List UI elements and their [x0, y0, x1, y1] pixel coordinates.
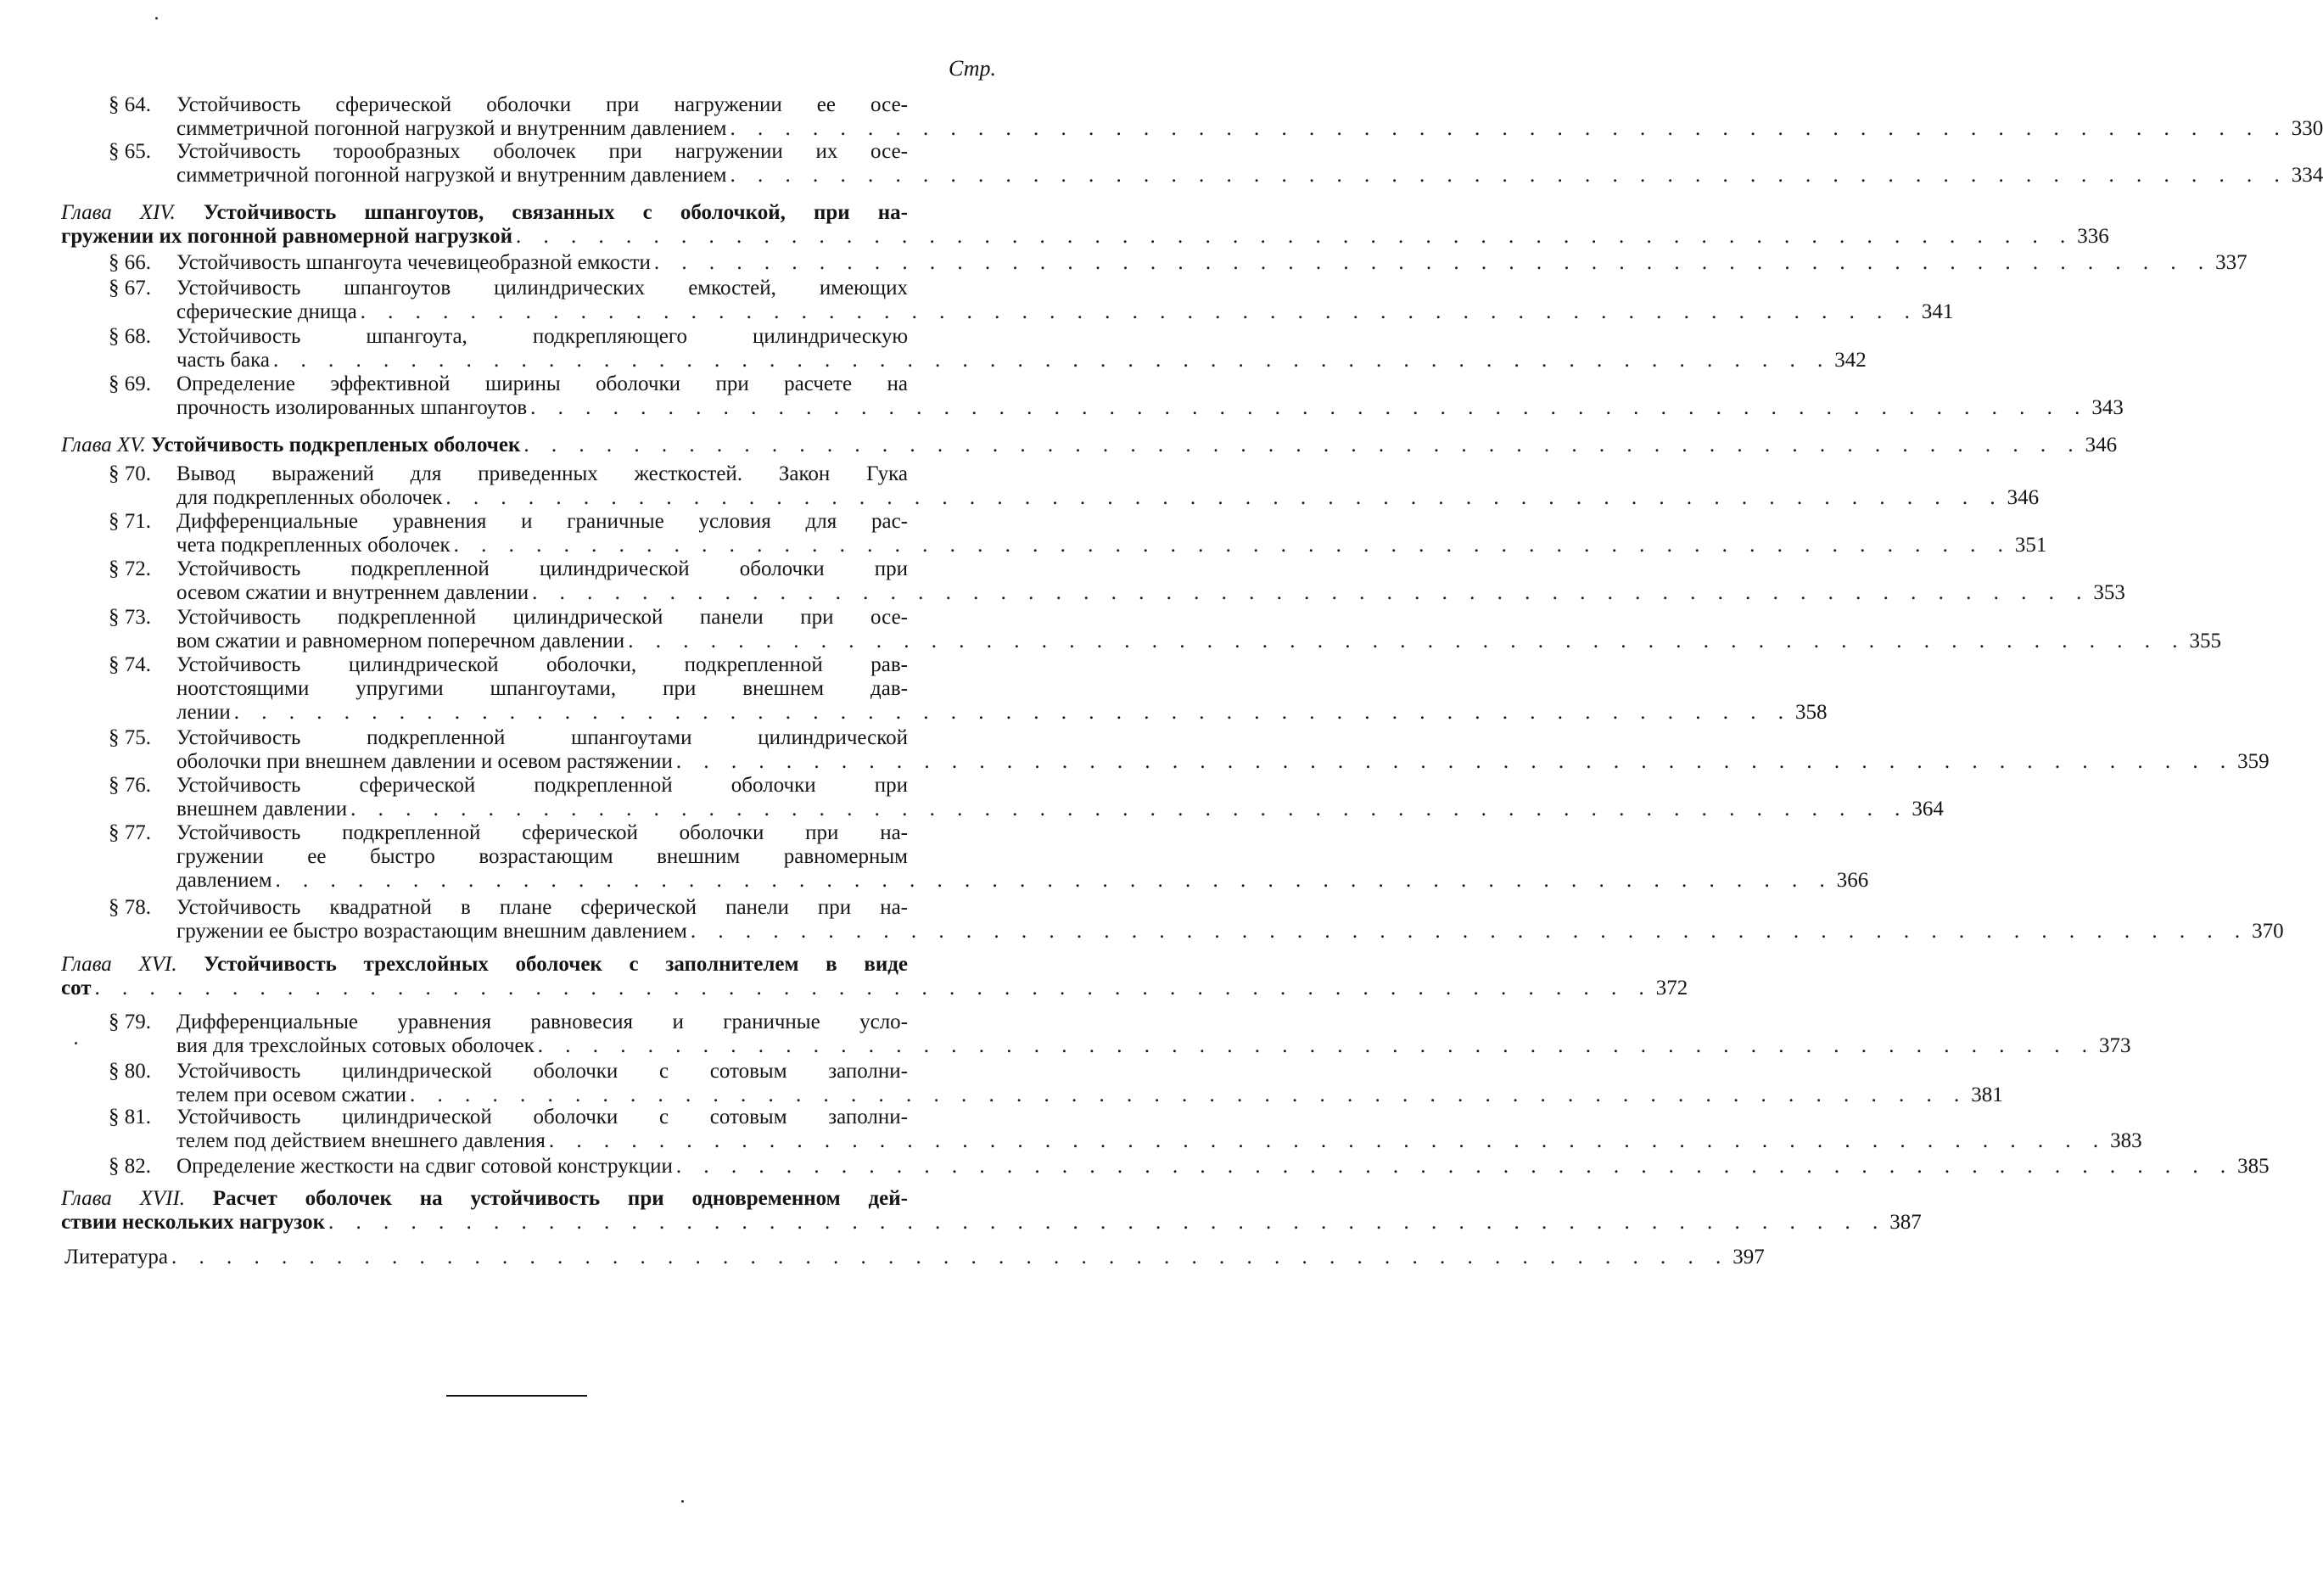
- entry-line: [61, 1187, 908, 1211]
- page-number: 330: [2291, 117, 2323, 140]
- chapter-label: Глава XVII.: [61, 1187, 186, 1210]
- leader-dots: . . . . . . . . . . . . . . . . . . . . . . . . . . . . . . . . . . . . . . . . . . . . . . . . . . . . . . . . .: [548, 1129, 2107, 1152]
- chapter-entry: [61, 953, 1688, 1000]
- entry-title-line: часть бака: [176, 349, 271, 372]
- entry-line: [176, 1060, 908, 1084]
- chapter-label: Глава XVI.: [61, 953, 177, 976]
- entry-title-line: Устойчивость шпангоутов цилиндрических емкостей, имеющих: [176, 277, 908, 300]
- section-number: § 81.: [109, 1106, 151, 1128]
- entry-title-line: Литература: [64, 1246, 168, 1268]
- entry-title-line: симметричной погонной нагрузкой и внутренним давлением: [176, 164, 727, 187]
- section-number: § 80.: [109, 1060, 151, 1083]
- end-rule: [446, 1395, 587, 1397]
- entry-line: [176, 1129, 2142, 1153]
- section-number: § 79.: [109, 1011, 151, 1033]
- entry-line: [176, 557, 908, 581]
- scan-speck: [155, 17, 158, 20]
- chapter-label: Глава XV.: [61, 434, 146, 456]
- entry-title-line: ноотстоящими упругими шпангоутами, при внешнем дав-: [176, 677, 908, 700]
- page-number: 337: [2215, 251, 2247, 274]
- page-number: 397: [1732, 1246, 1765, 1268]
- section-number: § 66.: [109, 251, 151, 274]
- section-number: § 78.: [109, 896, 151, 919]
- entry-line: [176, 486, 2040, 510]
- scan-speck: [75, 1042, 77, 1044]
- section-entry: [109, 251, 2247, 275]
- section-number: § 73.: [109, 606, 151, 629]
- entry-title-line: сферические днища: [176, 300, 357, 323]
- entry-line: [176, 117, 2323, 141]
- section-number: § 82.: [109, 1155, 151, 1178]
- entry-line: [176, 750, 2270, 774]
- page-number: 346: [2007, 486, 2040, 509]
- entry-line: [176, 630, 2221, 653]
- section-entry: [109, 277, 1954, 324]
- section-entry: [109, 372, 2124, 420]
- section-number: § 77.: [109, 821, 151, 844]
- entry-title-line: Устойчивость подкрепленной шпангоутами цилиндрической: [176, 726, 908, 749]
- leader-dots: . . . . . . . . . . . . . . . . . . . . . . . . . . . . . . . . . . . . . . . . . . . . . . . . . . . . . . . . .: [273, 349, 1832, 372]
- leader-dots: . . . . . . . . . . . . . . . . . . . . . . . . . . . . . . . . . . . . . . . . . . . . . . . . . . . . . . . . .: [515, 225, 2074, 248]
- entry-line: [61, 225, 2109, 249]
- entry-title-line: гружении ее быстро возрастающим внешним равномерным: [176, 845, 908, 868]
- page-number: 370: [2252, 920, 2284, 943]
- entry-line: [176, 534, 2047, 557]
- entry-title-line: внешнем давлении: [176, 798, 348, 820]
- entry-title-line: телем под действием внешнего давления: [176, 1129, 546, 1152]
- entry-title-line: телем при осевом сжатии: [176, 1084, 407, 1106]
- section-entry: [109, 325, 1867, 372]
- section-number: § 70.: [109, 462, 151, 485]
- entry-line: [176, 701, 1828, 725]
- entry-title-line: для подкрепленных оболочек: [176, 486, 443, 509]
- section-number: § 71.: [109, 510, 151, 533]
- leader-dots: . . . . . . . . . . . . . . . . . . . . . . . . . . . . . . . . . . . . . . . . . . . . . . . . . . . . . . . . .: [275, 869, 1833, 892]
- entry-line: [176, 140, 908, 164]
- entry-line: [176, 462, 908, 486]
- entry-line: [176, 798, 1944, 821]
- entry-title-line: оболочки при внешнем давлении и осевом растяжении: [176, 750, 673, 773]
- page-number: 351: [2014, 534, 2047, 557]
- leader-dots: . . . . . . . . . . . . . . . . . . . . . . . . . . . . . . . . . . . . . . . . . . . . . . . . . . . . . . . . .: [523, 434, 2082, 456]
- entry-title-line: Вывод выражений для приведенных жесткостей. Закон Гука: [176, 462, 908, 485]
- entry-line: [176, 93, 908, 117]
- entry-line: [61, 201, 908, 225]
- entry-title-line: давлением: [176, 869, 272, 892]
- leader-dots: . . . . . . . . . . . . . . . . . . . . . . . . . . . . . . . . . . . . . . . . . . . . . . . . . . . . . . . . .: [410, 1084, 1968, 1106]
- page-number: 343: [2091, 396, 2124, 419]
- section-number: § 76.: [109, 774, 151, 797]
- page-number: 372: [1655, 977, 1688, 1000]
- entry-line: [176, 869, 1869, 893]
- entry-title-line: вия для трехслойных сотовых оболочек: [176, 1034, 535, 1057]
- section-entry: [109, 510, 2047, 557]
- scan-speck: [681, 1500, 684, 1503]
- leader-dots: . . . . . . . . . . . . . . . . . . . . . . . . . . . . . . . . . . . . . . . . . . . . . . . . . . . . . . . . .: [537, 1034, 2096, 1057]
- entry-line: [176, 677, 908, 701]
- section-number: § 74.: [109, 653, 151, 676]
- entry-line: [176, 774, 908, 798]
- entry-title-line: Расчет оболочек на устойчивость при одновременном дей-: [212, 1187, 908, 1210]
- leader-dots: . . . . . . . . . . . . . . . . . . . . . . . . . . . . . . . . . . . . . . . . . . . . . . . . . . . . . . . . .: [453, 534, 2012, 557]
- entry-title-line: осевом сжатии и внутреннем давлении: [176, 581, 529, 604]
- entry-title-line: Устойчивость цилиндрической оболочки с сотовым заполни-: [176, 1106, 908, 1128]
- entry-title-line: Дифференциальные уравнения равновесия и граничные усло-: [176, 1011, 908, 1033]
- chapter-entry: [61, 1187, 1922, 1235]
- section-entry: [109, 774, 1944, 821]
- entry-line: [176, 396, 2124, 420]
- leader-dots: . . . . . . . . . . . . . . . . . . . . . . . . . . . . . . . . . . . . . . . . . . . . . . . . . . . . . . . . .: [171, 1246, 1730, 1268]
- entry-line: [176, 372, 908, 396]
- section-entry: [109, 93, 2323, 141]
- section-entry: [109, 896, 2284, 944]
- entry-title-line: Дифференциальные уравнения и граничные условия для рас-: [176, 510, 908, 533]
- entry-line: [176, 1084, 2003, 1107]
- entry-title-line: прочность изолированных шпангоутов: [176, 396, 528, 419]
- entry-title-line: Устойчивость цилиндрической оболочки, подкрепленной рав-: [176, 653, 908, 676]
- page-number: 381: [1971, 1084, 2003, 1106]
- page-number: 342: [1834, 349, 1867, 372]
- section-entry: [109, 726, 2270, 774]
- entry-title-line: Определение жесткости на сдвиг сотовой конструкции: [176, 1155, 673, 1178]
- leader-dots: . . . . . . . . . . . . . . . . . . . . . . . . . . . . . . . . . . . . . . . . . . . . . . . . . . . . . . . . .: [628, 630, 2186, 652]
- page-number: 353: [2093, 581, 2125, 604]
- chapter-label: Глава XIV.: [61, 201, 176, 224]
- entry-line: [176, 251, 2247, 275]
- chapter-entry: [61, 201, 2109, 249]
- section-number: § 67.: [109, 277, 151, 300]
- entry-line: [61, 434, 2118, 457]
- section-number: § 68.: [109, 325, 151, 348]
- leader-dots: . . . . . . . . . . . . . . . . . . . . . . . . . . . . . . . . . . . . . . . . . . . . . . . . . . . . . . . . .: [94, 977, 1653, 1000]
- entry-line: [176, 845, 908, 869]
- entry-title-line: симметричной погонной нагрузкой и внутренним давлением: [176, 117, 727, 140]
- entry-line: [176, 1034, 2131, 1058]
- section-number: § 64.: [109, 93, 151, 116]
- leader-dots: . . . . . . . . . . . . . . . . . . . . . . . . . . . . . . . . . . . . . . . . . . . . . . . . . . . . . . . . .: [675, 1155, 2235, 1178]
- entry-title-line: Устойчивость подкрепленной сферической оболочки при на-: [176, 821, 908, 844]
- page-number: 336: [2077, 225, 2109, 248]
- leader-dots: . . . . . . . . . . . . . . . . . . . . . . . . . . . . . . . . . . . . . . . . . . . . . . . . . . . . . . . . .: [530, 396, 2089, 419]
- entry-line: [61, 953, 908, 977]
- section-entry: [109, 140, 2323, 188]
- page-number: 358: [1794, 701, 1828, 724]
- page-number: 359: [2237, 750, 2270, 773]
- entry-line: [64, 1246, 1765, 1269]
- entry-title-line: Устойчивость шпангоутов, связанных с оболочкой, при на-: [203, 201, 908, 224]
- entry-line: [61, 1211, 1922, 1235]
- section-entry: [109, 1011, 2131, 1058]
- entry-title-line: Устойчивость подкрепленной цилиндрической панели при осе-: [176, 606, 908, 629]
- entry-title-line: Устойчивость трехслойных оболочек с заполнителем в виде: [204, 953, 908, 976]
- page-number: 387: [1889, 1211, 1922, 1234]
- page-number: 355: [2189, 630, 2221, 652]
- entry-title-line: Устойчивость сферической подкрепленной оболочки при: [176, 774, 908, 797]
- section-entry: [109, 606, 2221, 653]
- entry-line: [176, 1155, 2270, 1179]
- entry-line: [176, 581, 2125, 605]
- entry-title-line: Определение эффективной ширины оболочки при расчете на: [176, 372, 908, 395]
- section-number: § 72.: [109, 557, 151, 580]
- page-number: 366: [1836, 869, 1869, 892]
- leader-dots: . . . . . . . . . . . . . . . . . . . . . . . . . . . . . . . . . . . . . . . . . . . . . . . . . . . . . . . . .: [653, 251, 2213, 274]
- section-number: § 69.: [109, 372, 151, 395]
- section-entry: [109, 1155, 2270, 1179]
- entry-line: [176, 726, 908, 750]
- leader-dots: . . . . . . . . . . . . . . . . . . . . . . . . . . . . . . . . . . . . . . . . . . . . . . . . . . . . . . . . .: [690, 920, 2249, 943]
- entry-title-line: Устойчивость подкрепленной цилиндрической оболочки при: [176, 557, 908, 580]
- section-entry: [109, 653, 1828, 725]
- section-entry: [109, 1060, 2003, 1107]
- entry-title-line: Устойчивость цилиндрической оболочки с сотовым заполни-: [176, 1060, 908, 1083]
- entry-title-line: сот: [61, 977, 92, 1000]
- entry-line: [176, 164, 2323, 188]
- page-number: 385: [2237, 1155, 2270, 1178]
- entry-line: [176, 349, 1867, 372]
- entry-title-line: гружении их погонной равномерной нагрузкой: [61, 225, 512, 248]
- leader-dots: . . . . . . . . . . . . . . . . . . . . . . . . . . . . . . . . . . . . . . . . . . . . . . . . . . . . . . . . .: [328, 1211, 1887, 1234]
- page-column-header: Стр.: [949, 56, 996, 81]
- leader-dots: . . . . . . . . . . . . . . . . . . . . . . . . . . . . . . . . . . . . . . . . . . . . . . . . . . . . . . . . .: [350, 798, 1909, 820]
- entry-line: [176, 653, 908, 677]
- section-entry: [109, 557, 2125, 605]
- leader-dots: . . . . . . . . . . . . . . . . . . . . . . . . . . . . . . . . . . . . . . . . . . . . . . . . . . . . . . . . .: [730, 164, 2288, 187]
- entry-line: [176, 821, 908, 845]
- page-number: 364: [1912, 798, 1944, 820]
- entry-title-line: чета подкрепленных оболочек: [176, 534, 451, 557]
- entry-title-line: Устойчивость торообразных оболочек при нагружении их осе-: [176, 140, 908, 163]
- leader-dots: . . . . . . . . . . . . . . . . . . . . . . . . . . . . . . . . . . . . . . . . . . . . . . . . . . . . . . . . .: [730, 117, 2288, 140]
- entry-line: [61, 977, 1688, 1000]
- section-entry: [109, 462, 2040, 510]
- entry-title-line: Устойчивость сферической оболочки при нагружении ее осе-: [176, 93, 908, 116]
- page-number: 383: [2110, 1129, 2142, 1152]
- entry-title-line: Устойчивость подкрепленых оболочек: [150, 434, 521, 456]
- page-number: 373: [2099, 1034, 2131, 1057]
- entry-title-line: ствии нескольких нагрузок: [61, 1211, 326, 1234]
- leader-dots: . . . . . . . . . . . . . . . . . . . . . . . . . . . . . . . . . . . . . . . . . . . . . . . . . . . . . . . . .: [532, 581, 2091, 604]
- entry-line: [176, 920, 2284, 944]
- section-entry: [109, 821, 1869, 893]
- page-number: 334: [2291, 164, 2323, 187]
- literature-entry: [64, 1246, 1765, 1269]
- entry-title-line: Устойчивость шпангоута, подкрепляющего цилиндрическую: [176, 325, 908, 348]
- entry-title-line: Устойчивость квадратной в плане сферической панели при на-: [176, 896, 908, 919]
- section-entry: [109, 1106, 2142, 1153]
- section-number: § 65.: [109, 140, 151, 163]
- section-number: § 75.: [109, 726, 151, 749]
- entry-title-line: лении: [176, 701, 231, 724]
- page-number: 341: [1921, 300, 1954, 323]
- entry-title-line: Устойчивость шпангоута чечевицеобразной емкости: [176, 251, 651, 274]
- entry-line: [176, 510, 908, 534]
- entry-title-line: гружении ее быстро возрастающим внешним давлением: [176, 920, 687, 943]
- page-number: 346: [2085, 434, 2118, 456]
- chapter-entry: [61, 434, 2118, 457]
- entry-line: [176, 606, 908, 630]
- leader-dots: . . . . . . . . . . . . . . . . . . . . . . . . . . . . . . . . . . . . . . . . . . . . . . . . . . . . . . . . .: [445, 486, 2004, 509]
- entry-title-line: вом сжатии и равномерном поперечном давлении: [176, 630, 625, 652]
- entry-line: [176, 1106, 908, 1129]
- leader-dots: . . . . . . . . . . . . . . . . . . . . . . . . . . . . . . . . . . . . . . . . . . . . . . . . . . . . . . . . .: [233, 701, 1792, 724]
- entry-line: [176, 300, 1954, 324]
- leader-dots: . . . . . . . . . . . . . . . . . . . . . . . . . . . . . . . . . . . . . . . . . . . . . . . . . . . . . . . . .: [360, 300, 1918, 323]
- entry-line: [176, 896, 908, 920]
- entry-line: [176, 1011, 908, 1034]
- entry-line: [176, 277, 908, 300]
- entry-line: [176, 325, 908, 349]
- leader-dots: . . . . . . . . . . . . . . . . . . . . . . . . . . . . . . . . . . . . . . . . . . . . . . . . . . . . . . . . .: [675, 750, 2235, 773]
